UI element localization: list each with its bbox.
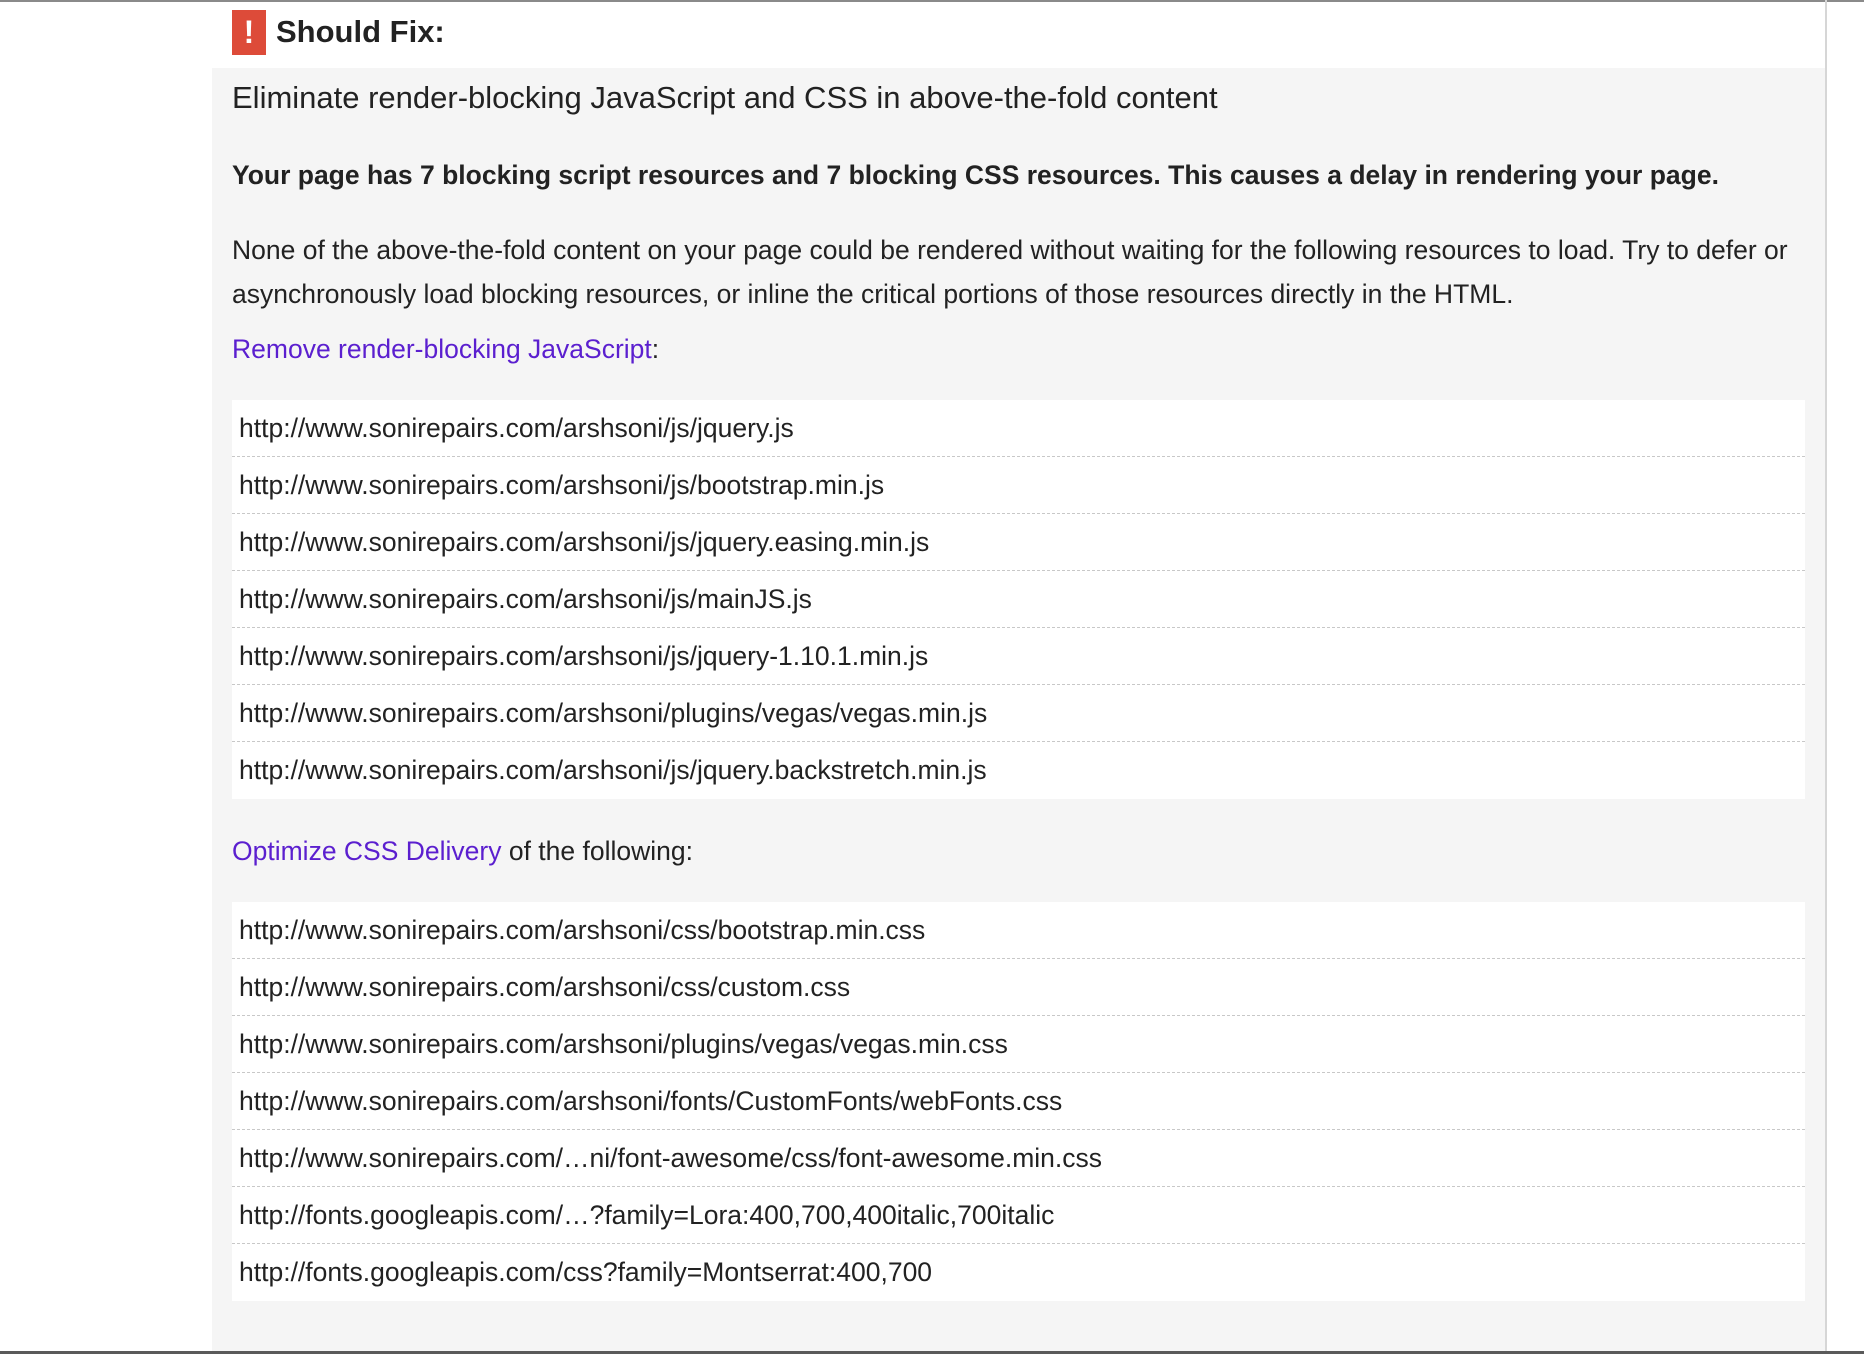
resource-url-item: http://www.sonirepairs.com/arshsoni/plugins/vegas/vegas.min.js [232, 685, 1805, 742]
rule-description: None of the above-the-fold content on your page could be rendered without waiting for the following resources to load. Try to defer or asynchronously load blocking resources, or inline the critical portions of those resources directly in the HTML. [232, 235, 1788, 309]
remove-render-blocking-js-link[interactable]: Remove render-blocking JavaScript [232, 334, 652, 364]
resource-url-item: http://www.sonirepairs.com/arshsoni/fonts/CustomFonts/webFonts.css [232, 1073, 1805, 1130]
js-resource-list [232, 400, 1805, 799]
window-top-border [0, 0, 1864, 2]
resource-url-item: http://www.sonirepairs.com/arshsoni/js/jquery-1.10.1.min.js [232, 628, 1805, 685]
warning-icon: ! [232, 10, 266, 55]
should-fix-title: Should Fix: [276, 14, 445, 49]
js-section-label-suffix: : [651, 334, 660, 364]
rule-title[interactable]: Eliminate render-blocking JavaScript and CSS in above-the-fold content [232, 80, 1218, 115]
resource-url-item: http://www.sonirepairs.com/arshsoni/plugins/vegas/vegas.min.css [232, 1016, 1805, 1073]
js-section-label [232, 334, 659, 365]
content-right-border [1825, 0, 1827, 1354]
resource-url-item: http://www.sonirepairs.com/…ni/font-awesome/css/font-awesome.min.css [232, 1130, 1805, 1187]
resource-url-item: http://www.sonirepairs.com/arshsoni/css/custom.css [232, 959, 1805, 1016]
optimize-css-delivery-link[interactable]: Optimize CSS Delivery [232, 836, 502, 866]
should-fix-header [232, 10, 445, 54]
resource-url-item: http://fonts.googleapis.com/css?family=Montserrat:400,700 [239, 1257, 933, 1287]
rule-summary: Your page has 7 blocking script resources and 7 blocking CSS resources. This causes a delay in rendering your page. [232, 160, 1719, 190]
resource-url-item: http://www.sonirepairs.com/arshsoni/js/jquery.easing.min.js [232, 514, 1805, 571]
resource-url-item: http://www.sonirepairs.com/arshsoni/js/jquery.backstretch.min.js [239, 755, 987, 785]
resource-url-item: http://www.sonirepairs.com/arshsoni/js/jquery.js [232, 400, 1805, 457]
resource-url-item: http://www.sonirepairs.com/arshsoni/css/bootstrap.min.css [232, 902, 1805, 959]
css-section-label-suffix: of the following: [501, 836, 693, 866]
resource-url-item: http://www.sonirepairs.com/arshsoni/js/bootstrap.min.js [232, 457, 1805, 514]
css-resource-list [232, 902, 1805, 1301]
css-section-label [232, 836, 693, 867]
resource-url-item: http://www.sonirepairs.com/arshsoni/js/mainJS.js [232, 571, 1805, 628]
resource-url-item: http://fonts.googleapis.com/…?family=Lora:400,700,400italic,700italic [232, 1187, 1805, 1244]
